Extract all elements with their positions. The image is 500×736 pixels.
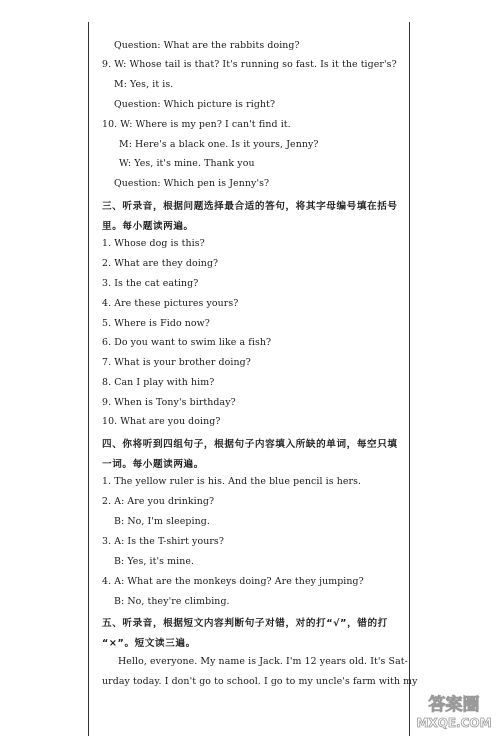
text-line: M: Here's a black one. Is it yours, Jenny? (119, 139, 319, 150)
text-line: M: Yes, it is. (114, 79, 174, 90)
text-line: urday today. I don't go to school. I go to my uncle's farm with my (102, 676, 418, 687)
text-line: Question: Which picture is right? (114, 99, 276, 110)
text-line: 1. Whose dog is this? (102, 238, 205, 249)
text-line: Question: What are the rabbits doing? (114, 40, 300, 51)
text-line: Hello, everyone. My name is Jack. I'm 12 years old. It's Sat- (118, 656, 408, 667)
section-heading-line: 里。每小题读两遍。 (102, 221, 194, 232)
text-line: 3. Is the cat eating? (102, 278, 199, 289)
text-line: 10. W: Where is my pen? I can't find it. (102, 119, 291, 130)
section-heading-line: “×”。短文读三遍。 (102, 638, 196, 649)
text-line: 8. Can I play with him? (102, 377, 215, 388)
text-line: 2. A: Are you drinking? (102, 496, 215, 507)
text-line: B: Yes, it's mine. (114, 556, 195, 567)
text-line: 9. When is Tony's birthday? (102, 397, 236, 408)
text-line: Question: Which pen is Jenny's? (114, 178, 270, 189)
text-line: 5. Where is Fido now? (102, 318, 210, 329)
section-heading-line: 一词。每小题读两遍。 (102, 459, 204, 470)
text-line: 7. What is your brother doing? (102, 357, 251, 368)
section-heading-line: 三、听录音，根据问题选择最合适的答句，将其字母编号填在括号 (102, 201, 398, 212)
text-line: B: No, I'm sleeping. (114, 516, 210, 527)
text-line: 6. Do you want to swim like a fish? (102, 337, 272, 348)
text-line: 1. The yellow ruler is his. And the blue pencil is hers. (102, 476, 362, 487)
section-heading-line: 五、听录音，根据短文内容判断句子对错，对的打“√”，错的打 (102, 618, 388, 629)
watermark-line1: 答案圈 (428, 695, 480, 715)
text-line: 9. W: Whose tail is that? It's running so fast. Is it the tiger's? (102, 59, 397, 70)
text-line: 3. A: Is the T-shirt yours? (102, 536, 224, 547)
text-line: 4. Are these pictures yours? (102, 298, 239, 309)
watermark-logo (412, 690, 496, 732)
text-line: B: No, they're climbing. (114, 596, 230, 607)
watermark-line2: MXQE.COM (416, 716, 492, 730)
section-heading-line: 四、你将听到四组句子，根据句子内容填入所缺的单词，每空只填 (102, 439, 398, 450)
text-line: W: Yes, it's mine. Thank you (119, 158, 255, 169)
text-line: 2. What are they doing? (102, 258, 219, 269)
text-line: 4. A: What are the monkeys doing? Are they jumping? (102, 576, 364, 587)
text-line: 10. What are you doing? (102, 416, 221, 427)
